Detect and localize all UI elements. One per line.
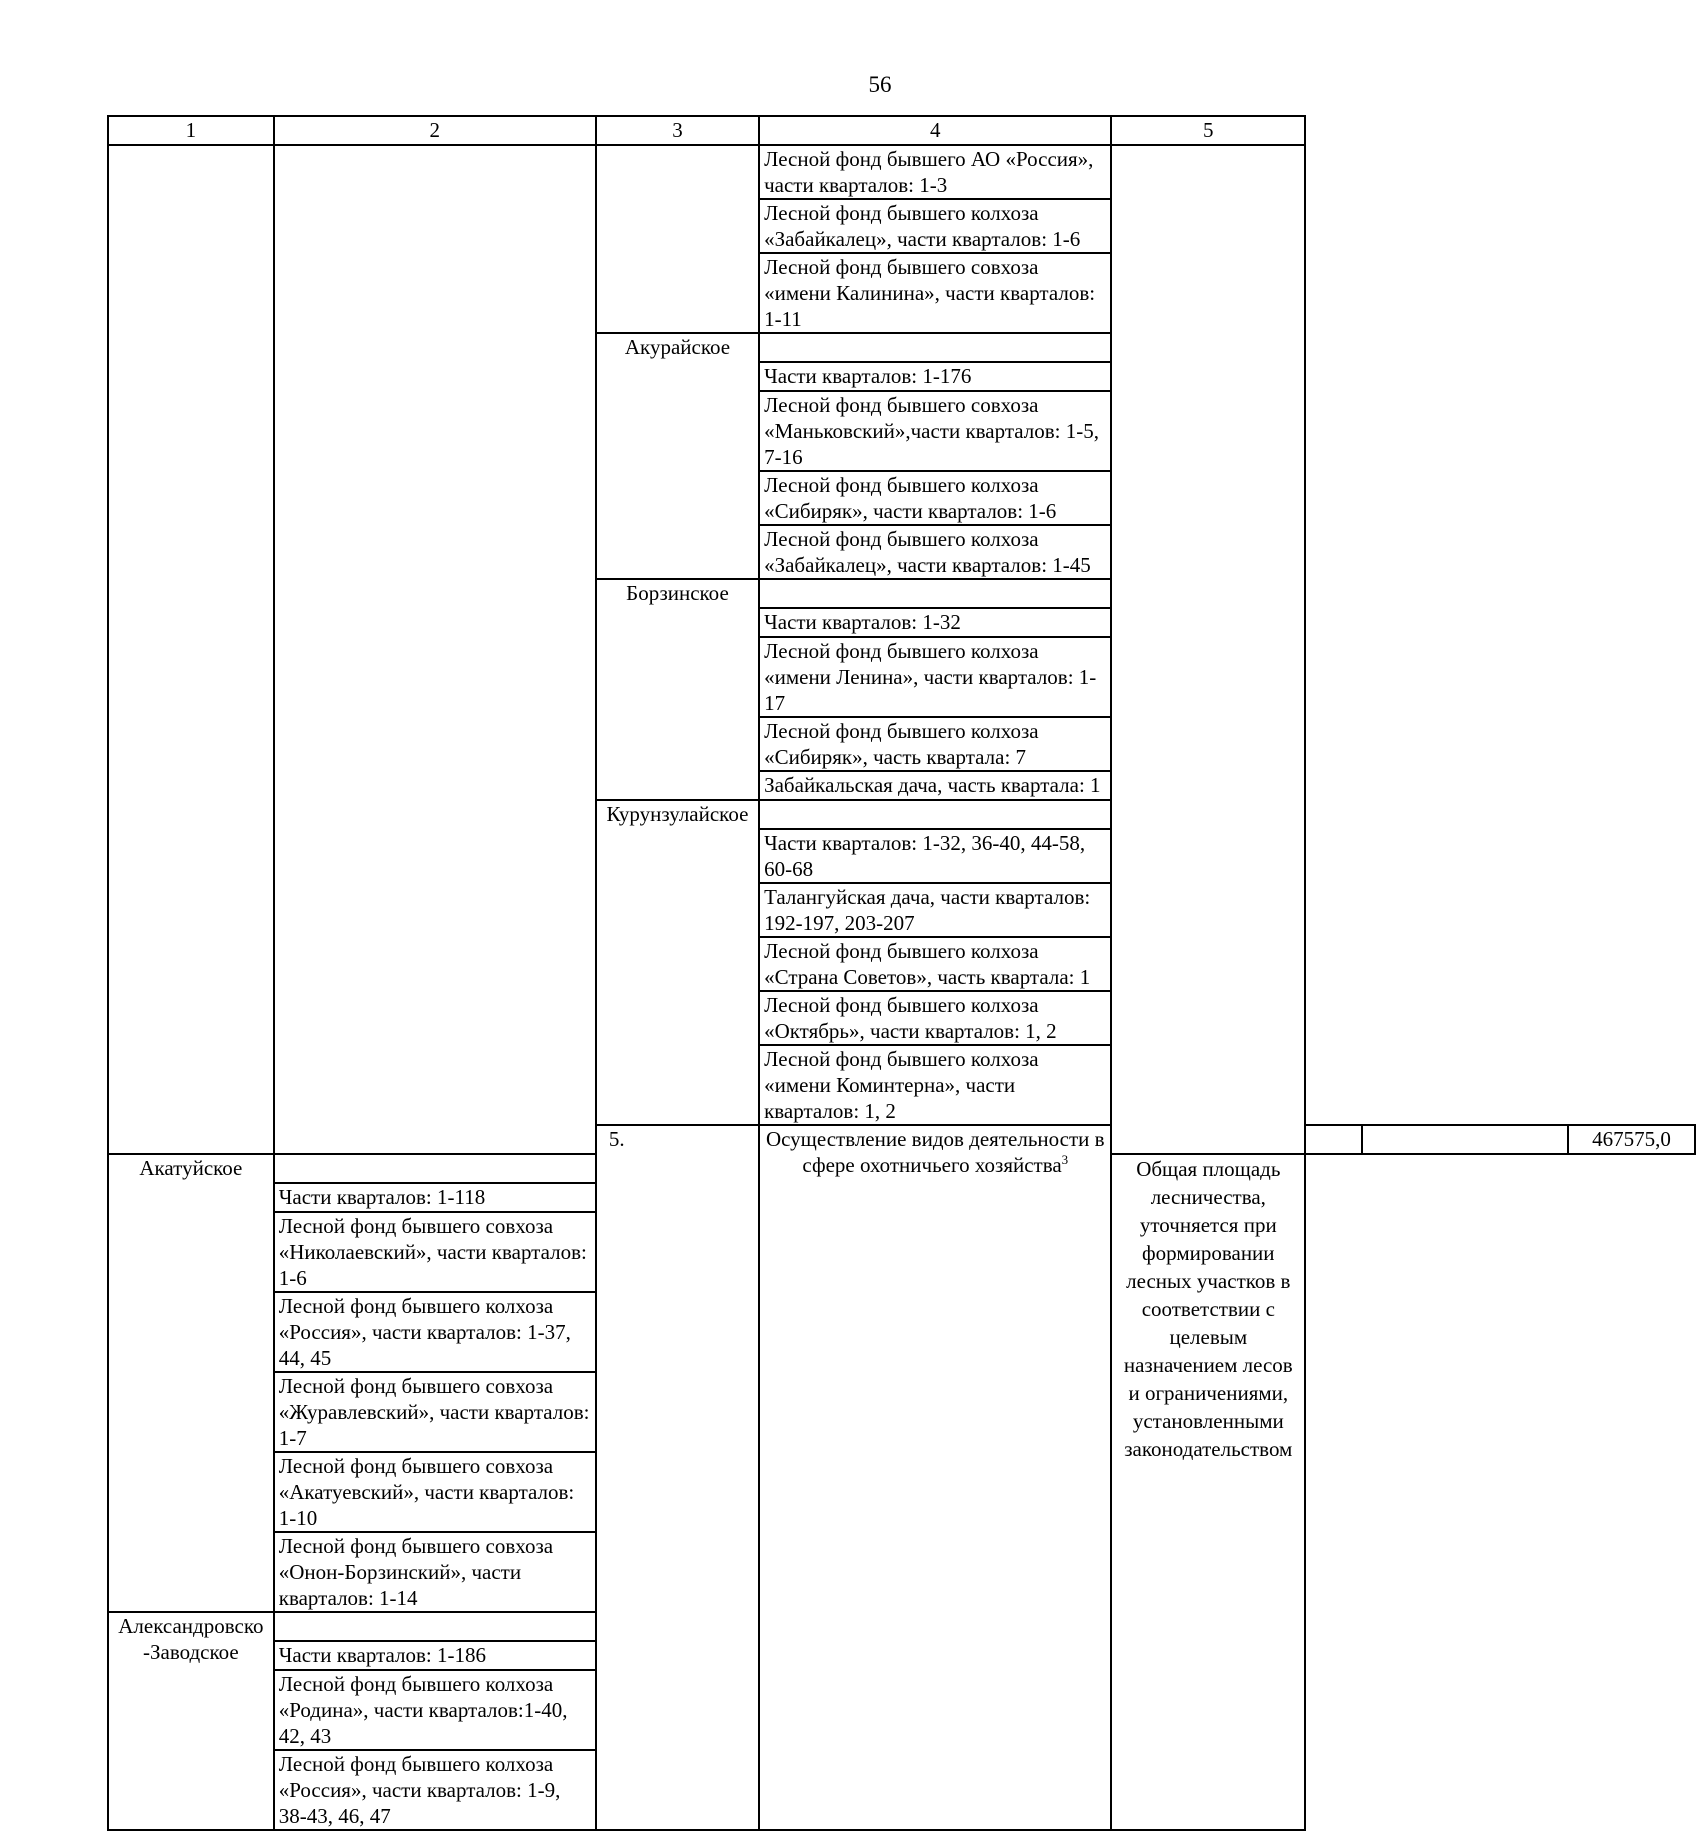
section-col-4	[1362, 1125, 1568, 1154]
forest-row: Лесной фонд бывшего колхоза «Россия», части кварталов: 1-37, 44, 45	[274, 1292, 596, 1372]
table-row	[108, 145, 1695, 199]
forest-row: Лесной фонд бывшего совхоза «Николаевский», части кварталов: 1-6	[274, 1212, 596, 1292]
forest-row: Лесной фонд бывшего совхоза «Онон-Борзинский», части кварталов: 1-14	[274, 1532, 596, 1612]
forest-row: Части кварталов: 1-32	[759, 608, 1111, 637]
cont-col-5	[1111, 145, 1305, 1154]
district-name: Акурайское	[596, 333, 759, 579]
district-name: Александровско -Заводское	[108, 1612, 274, 1830]
forest-row: Части кварталов: 1-32, 36-40, 44-58, 60-68	[759, 829, 1111, 883]
header-col-5: 5	[1111, 116, 1305, 145]
forest-row: Забайкальская дача, часть квартала: 1	[759, 771, 1111, 800]
forest-row: Лесной фонд бывшего колхоза «имени Коминтерна», части кварталов: 1, 2	[759, 1045, 1111, 1125]
district-name: Курунзулайское	[596, 800, 759, 1125]
page-number: 56	[868, 72, 892, 97]
header-col-2: 2	[274, 116, 596, 145]
header-row	[108, 116, 1695, 145]
forest-row: Лесной фонд бывшего колхоза «Октябрь», части кварталов: 1, 2	[759, 991, 1111, 1045]
forest-row: Лесной фонд бывшего АО «Россия», части кварталов: 1-3	[759, 145, 1111, 199]
header-col-1: 1	[108, 116, 274, 145]
section-title-text: Осуществление видов деятельности в сфере охотничьего хозяйства	[765, 1127, 1105, 1177]
cont-col-1	[108, 145, 274, 1154]
forest-row: Лесной фонд бывшего колхоза «Сибиряк», часть квартала: 7	[759, 717, 1111, 771]
forest-row	[274, 1612, 596, 1641]
forest-row: Лесной фонд бывшего совхоза «Маньковский»,части кварталов: 1-5, 7-16	[759, 391, 1111, 471]
forest-row: Лесной фонд бывшего совхоза «Журавлевский», части кварталов: 1-7	[274, 1372, 596, 1452]
section-number: 5.	[596, 1125, 759, 1830]
forest-row	[759, 579, 1111, 608]
forest-row: Лесной фонд бывшего совхоза «Акатуевский», части кварталов: 1-10	[274, 1452, 596, 1532]
forest-row: Части кварталов: 1-118	[274, 1183, 596, 1212]
cont-col-2	[274, 145, 596, 1154]
forest-row: Лесной фонд бывшего колхоза «Забайкалец», части кварталов: 1-45	[759, 525, 1111, 579]
forest-row: Лесной фонд бывшего колхоза «Россия», части кварталов: 1-9, 38-43, 46, 47	[274, 1750, 596, 1830]
district-name: Борзинское	[596, 579, 759, 800]
footnote-mark: 3	[1061, 1152, 1069, 1167]
cont-col-3	[596, 145, 759, 333]
forest-row: Лесной фонд бывшего совхоза «имени Калинина», части кварталов: 1-11	[759, 253, 1111, 333]
forest-row: Части кварталов: 1-176	[759, 362, 1111, 391]
forest-row: Лесной фонд бывшего колхоза «Родина», части кварталов:1-40, 42, 43	[274, 1670, 596, 1750]
section-title	[759, 1125, 1111, 1830]
forest-row: Лесной фонд бывшего колхоза «Страна Советов», часть квартала: 1	[759, 937, 1111, 991]
forest-row: Лесной фонд бывшего колхоза «имени Ленина», части кварталов: 1-17	[759, 637, 1111, 717]
forest-row	[759, 800, 1111, 829]
forestry-table	[107, 115, 1696, 1831]
header-col-4: 4	[759, 116, 1111, 145]
section-area: 467575,0	[1568, 1125, 1695, 1154]
forest-row: Талангуйская дача, части кварталов: 192-197, 203-207	[759, 883, 1111, 937]
section-note: Общая площадь лесничества, уточняется при формировании лесных участков в соответствии с целевым назначением лесов и ограничениями, установленными законодательством	[1111, 1154, 1305, 1830]
forest-row	[274, 1154, 596, 1183]
forest-row: Части кварталов: 1-186	[274, 1641, 596, 1670]
forest-row: Лесной фонд бывшего колхоза «Забайкалец», части кварталов: 1-6	[759, 199, 1111, 253]
forest-row: Лесной фонд бывшего колхоза «Сибиряк», части кварталов: 1-6	[759, 471, 1111, 525]
header-col-3: 3	[596, 116, 759, 145]
district-name: Акатуйское	[108, 1154, 274, 1612]
forest-row	[759, 333, 1111, 362]
section-col-3	[1305, 1125, 1362, 1154]
